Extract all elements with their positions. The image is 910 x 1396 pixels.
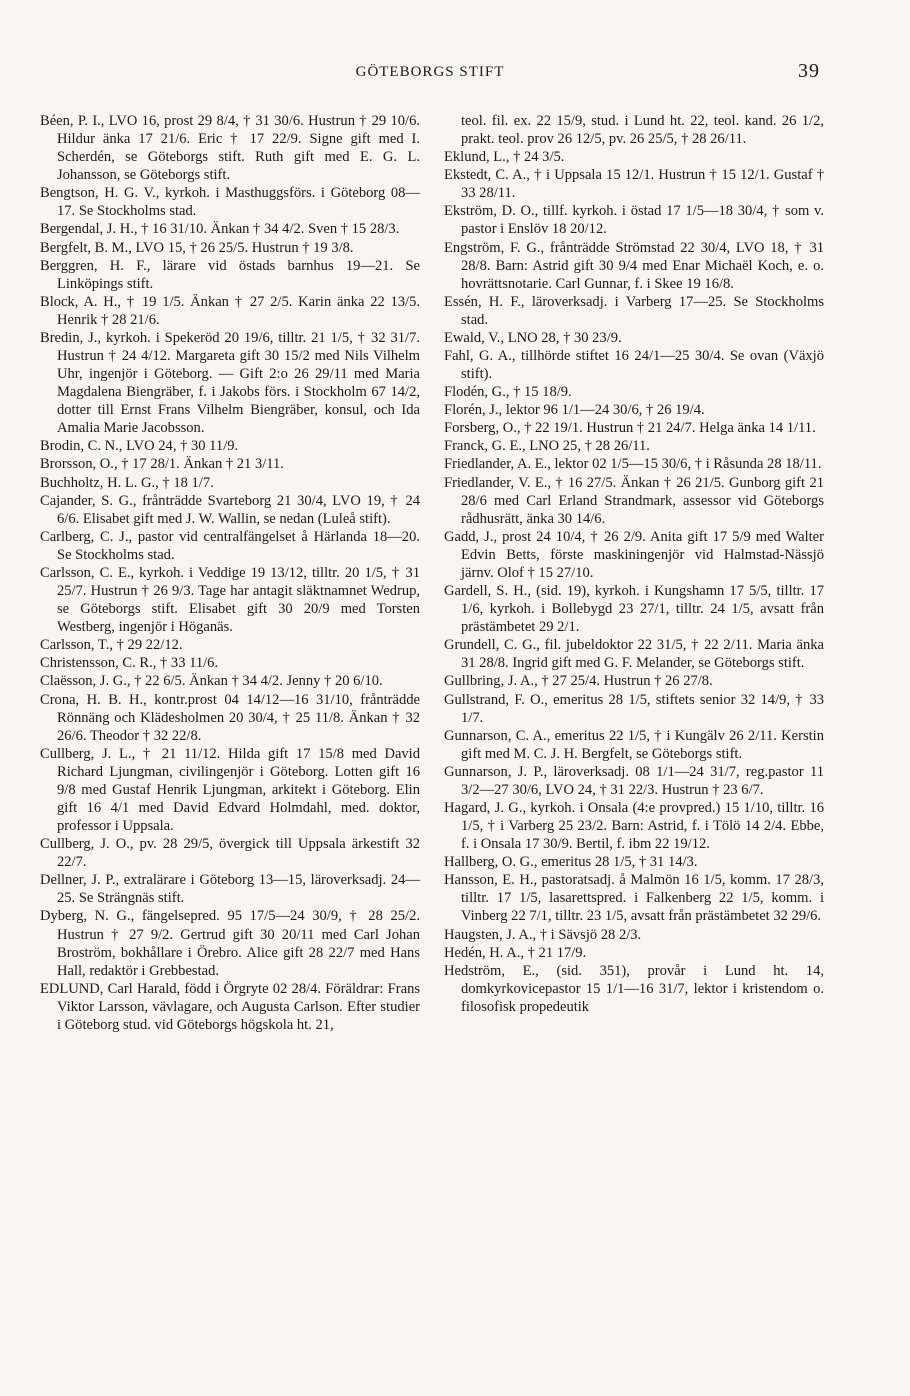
register-entry: Carlsson, T., † 29 22/12. xyxy=(40,637,183,654)
register-entry: Essén, H. F., läroverksadj. i Varberg 17—25. Se Stockholms stad. xyxy=(444,293,824,328)
page-number: 39 xyxy=(798,60,820,82)
register-entry: Ekström, D. O., tillf. kyrkoh. i östad 17 1/5—18 30/4, † som v. pastor i Enslöv 18 20/12. xyxy=(444,203,824,238)
register-entry: Bergendal, J. H., † 16 31/10. Änkan † 34 4/2. Sven † 15 28/3. xyxy=(40,221,400,238)
register-entry: Christensson, C. R., † 33 11/6. xyxy=(40,655,219,672)
register-entry: Florén, J., lektor 96 1/1—24 30/6, † 26 19/4. xyxy=(444,402,705,419)
register-entry: Bredin, J., kyrkoh. i Spekeröd 20 19/6, tilltr. 21 1/5, † 32 31/7. Hustrun † 24 4/12. Margareta gift 30 15/2 med Nils Vilhelm Uhr, ingenjör i Göteborg. — Gift 2:o 26 29/11 med Maria Magdalena Biengräber, f. i Jakobs förs. i Stockholm 67 14/2, dotter till Ernst Frans Vilhelm Biengräber, konsul, och Ida Amalia Marie Jacobsson. xyxy=(40,329,420,437)
register-entry: Carlsson, C. E., kyrkoh. i Veddige 19 13/12, tilltr. 20 1/5, † 31 25/7. Hustrun † 26 9/3. Tage har antagit släktnamnet Wedrup, se Göteborgs stift. Elisabet gift 30 20/9 med Torsten Westberg, ingenjör i Höganäs. xyxy=(40,564,420,636)
register-entry: Buchholtz, H. L. G., † 18 1/7. xyxy=(40,474,214,491)
register-entry: Grundell, C. G., fil. jubeldoktor 22 31/5, † 22 2/11. Maria änka 31 28/8. Ingrid gift med G. F. Melander, se Göteborgs stift. xyxy=(444,637,824,672)
register-entry: EDLUND, Carl Harald, född i Örgryte 02 28/4. Föräldrar: Frans Viktor Larsson, vävlagare, och Augusta Carlson. Efter studier i Göteborg stud. vid Göteborgs högskola ht. 21, xyxy=(40,980,420,1033)
register-entry: Brorsson, O., † 17 28/1. Änkan † 21 3/11. xyxy=(40,456,284,473)
register-entry: Gardell, S. H., (sid. 19), kyrkoh. i Kungshamn 17 5/5, tilltr. 17 1/6, kyrkoh. i Bollebygd 23 27/1, tilltr. 24 1/5, avsatt från prästämbetet 29 2/1. xyxy=(444,583,824,636)
register-entry: Hedström, E., (sid. 351), provår i Lund ht. 14, domkyrkovicepastor 15 1/1—16 31/7, lektor i kristendom o. filosofisk propedeutik xyxy=(444,962,824,1015)
left-column xyxy=(40,112,420,1034)
register-entry: Carlberg, C. J., pastor vid centralfängelset å Härlanda 18—20. Se Stockholms stad. xyxy=(40,528,420,563)
register-entry: Gunnarson, C. A., emeritus 22 1/5, † i Kungälv 26 2/11. Kerstin gift med M. C. J. H. Bergfelt, se Göteborgs stift. xyxy=(444,727,824,762)
register-entry: Dellner, J. P., extralärare i Göteborg 13—15, läroverksadj. 24—25. Se Strängnäs stift. xyxy=(40,872,420,907)
register-entry: Crona, H. B. H., kontr.prost 04 14/12—16 31/10, frånträdde Rönnäng och Klädesholmen 20 30/4, † 25 11/8. Änkan † 32 26/6. Theodor † 32 22/8. xyxy=(40,691,420,744)
register-entry: Dyberg, N. G., fängelsepred. 95 17/5—24 30/9, † 28 25/2. Hustrun † 27 9/2. Gertrud gift 30 20/11 med Carl Johan Broström, bokhållare i Örebro. Alice gift 28 22/7 med Hans Hall, redaktör i Grebbestad. xyxy=(40,908,420,979)
register-entry: Bengtson, H. G. V., kyrkoh. i Masthuggsförs. i Göteborg 08—17. Se Stockholms stad. xyxy=(40,185,420,220)
register-entry: Engström, F. G., frånträdde Strömstad 22 30/4, LVO 18, † 31 28/8. Barn: Astrid gift 30 9/4 med Enar Michaël Koch, e. o. hovrättsnotarie. Carl Gunnar, f. i Skee 19 16/8. xyxy=(444,239,824,292)
running-head xyxy=(40,62,820,86)
register-entry: Haugsten, J. A., † i Sävsjö 28 2/3. xyxy=(444,926,642,943)
register-entry: Berggren, H. F., lärare vid östads barnhus 19—21. Se Linköpings stift. xyxy=(40,257,420,292)
running-title: GÖTEBORGS STIFT xyxy=(355,64,505,80)
right-column xyxy=(444,112,824,1016)
register-entry: Cajander, S. G., frånträdde Svarteborg 21 30/4, LVO 19, † 24 6/6. Elisabet gift med J. W. Wallin, se nedan (Luleå stift). xyxy=(40,492,420,527)
register-entry: teol. fil. ex. 22 15/9, stud. i Lund ht. 22, teol. kand. 26 1/2, prakt. teol. prov 26 12/5, pv. 26 25/5, † 28 26/11. xyxy=(461,113,824,148)
register-entry: Fahl, G. A., tillhörde stiftet 16 24/1—25 30/4. Se ovan (Växjö stift). xyxy=(444,348,824,383)
register-entry: Hansson, E. H., pastoratsadj. å Malmön 16 1/5, komm. 17 28/3, tilltr. 17 1/5, lasarettspred. i Falkenberg 22 1/5, komm. i Vinberg 22 7/1, tilltr. 23 1/5, avsatt från prästämbetet 32 29/6. xyxy=(444,872,824,925)
register-entry: Ekstedt, C. A., † i Uppsala 15 12/1. Hustrun † 15 12/1. Gustaf † 33 28/11. xyxy=(444,167,824,202)
register-entry: Gullstrand, F. O., emeritus 28 1/5, stiftets senior 32 14/9, † 33 1/7. xyxy=(444,691,824,726)
register-entry: Cullberg, J. L., † 21 11/12. Hilda gift 17 15/8 med David Richard Ljungman, civilingenjör i Göteborg. Lotten gift 16 9/8 med Gustaf Henrik Ljungman, arkitekt i Göteborg. Elin gift 16 4/1 med David Edvard Holmdahl, med. doktor, professor i Uppsala. xyxy=(40,745,420,835)
register-entry: Claësson, J. G., † 22 6/5. Änkan † 34 4/2. Jenny † 20 6/10. xyxy=(40,673,383,690)
register-entry: Franck, G. E., LNO 25, † 28 26/11. xyxy=(444,438,650,455)
register-entry: Ewald, V., LNO 28, † 30 23/9. xyxy=(444,329,622,346)
register-entry: Hagard, J. G., kyrkoh. i Onsala (4:e provpred.) 15 1/10, tilltr. 16 1/5, † i Varberg 25 23/2. Barn: Astrid, f. i Tölö 14 2/4. Ebbe, f. i Onsala 17 30/9. Bertil, f. ibm 22 19/12. xyxy=(444,799,824,853)
register-entry: Gunnarson, J. P., läroverksadj. 08 1/1—24 31/7, reg.pastor 11 3/2—27 30/6, LVO 24, † 31 22/3. Hustrun † 23 6/7. xyxy=(444,763,824,798)
register-entry: Bergfelt, B. M., LVO 15, † 26 25/5. Hustrun † 19 3/8. xyxy=(40,239,354,256)
register-entry: Hedén, H. A., † 21 17/9. xyxy=(444,944,587,961)
register-entry: Eklund, L., † 24 3/5. xyxy=(444,149,565,166)
register-entry: Brodin, C. N., LVO 24, † 30 11/9. xyxy=(40,438,239,455)
register-entry: Gadd, J., prost 24 10/4, † 26 2/9. Anita gift 17 5/9 med Walter Edvin Betts, förste maskiningenjör vid Halmstad-Nässjö järnv. Olof † 15 27/10. xyxy=(444,528,824,581)
register-entry: Cullberg, J. O., pv. 28 29/5, övergick till Uppsala ärkestift 32 22/7. xyxy=(40,836,420,871)
register-entry: Block, A. H., † 19 1/5. Änkan † 27 2/5. Karin änka 22 13/5. Henrik † 28 21/6. xyxy=(40,293,420,328)
register-entry: Forsberg, O., † 22 19/1. Hustrun † 21 24/7. Helga änka 14 1/11. xyxy=(444,420,816,437)
register-entry: Friedlander, V. E., † 16 27/5. Änkan † 26 21/5. Gunborg gift 21 28/6 med Carl Erland Strandmark, assessor vid Göteborgs rådhusrätt, änka 30 14/6. xyxy=(444,474,824,527)
register-entry: Flodén, G., † 15 18/9. xyxy=(444,384,572,401)
register-entry: Gullbring, J. A., † 27 25/4. Hustrun † 26 27/8. xyxy=(444,673,713,690)
register-entry: Friedlander, A. E., lektor 02 1/5—15 30/6, † i Råsunda 28 18/11. xyxy=(444,456,822,473)
register-entry: Hallberg, O. G., emeritus 28 1/5, † 31 14/3. xyxy=(444,854,698,871)
register-entry: Béen, P. I., LVO 16, prost 29 8/4, † 31 30/6. Hustrun † 29 10/6. Hildur änka 17 21/6. Eric † 17 22/9. Signe gift med I. Scherdén, se Göteborgs stift. Ruth gift med E. G. L. Johansson, se Göteborgs stift. xyxy=(40,113,420,184)
